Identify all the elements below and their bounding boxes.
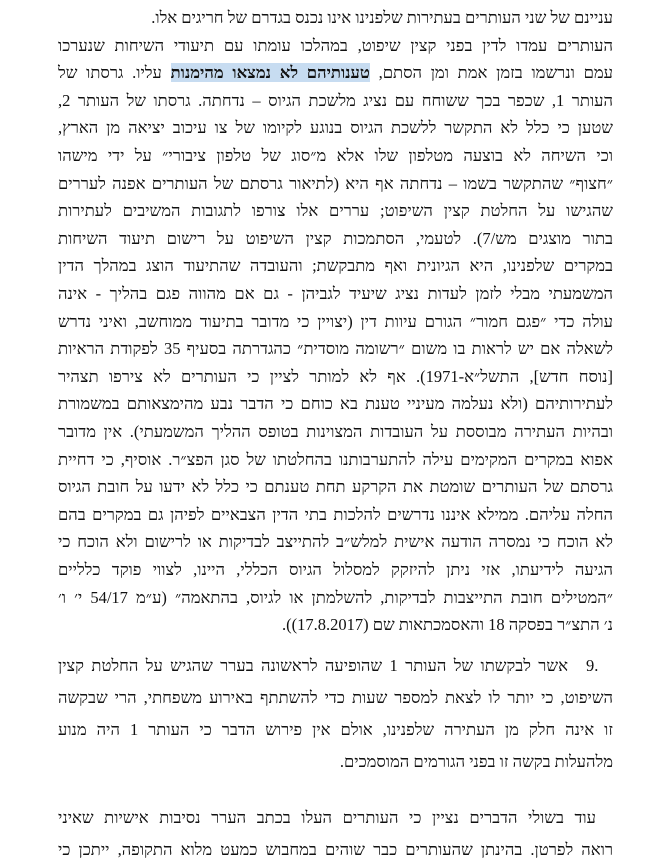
text-line: החלה עליהם. ממילא איננו נדרשים להלכות בתי הדין הצבאיים לפיהן גם במקרים בהם: [58, 505, 613, 524]
text-line: ״המטילים חובת התייצבות לבדיקות, להשלמתן או לגיוס, בהתאמה״ (ע״מ 54/17 י׳ ו׳: [58, 588, 613, 607]
text-segment: עליו. גרסתו של: [58, 63, 171, 82]
text-line: ובהיות העתירה מבוססת על העובדות המצוינות בטופס ההליך המשמעתי). אין מדובר: [58, 422, 613, 441]
text-line: אשר לבקשתו של העותר 1 שהופיעה לראשונה בערר שהגיש על החלטת קצין: [58, 656, 568, 675]
text-line: ״חצוף״ שהתקשר בשמו – נדחתה אף היא (לתיאור גרסתם של העותרים אפנה לעררים: [58, 174, 613, 193]
text-line: לא הוכח כי נמסרה הודעה אישית למלש״ב להתייצב לבדיקות או לרישום ולא הוכח כי: [58, 532, 613, 551]
text-line: המשמעתי מבלי לזמן לעדות נציג שיעיד לגביהן - גם אם מהווה פגם בהליך - אינה: [58, 284, 613, 303]
text-line: עניינם של שני העותרים בעתירות שלפנינו אינו נכנס בגדרם של חריגים אלו.: [151, 8, 613, 27]
text-line: בתור מוצגים מש/7). לטעמי, הסתמכות קצין השיפוט על רישום תיעוד השיחות: [58, 229, 613, 248]
text-line: אפוא במקרים המקימים עילה להתערבותנו בהחלטתו של סגן הפצ״ר. אוסיף, כי דחיית: [58, 450, 613, 469]
text-line: נ׳ התצ״ר בפסקה 18 והאסמכתאות שם (17.8.2017)).: [281, 615, 613, 634]
text-line: לשאלה אם יש לראות בו משום ״רשומה מוסדית״ כהגדרתה בסעיף 35 לפקודת הראיות: [58, 339, 613, 358]
selected-text-highlight[interactable]: טענותיהם לא נמצאו מהימנות: [170, 63, 370, 82]
text-line: השיפוט, כי יותר לו לצאת למספר שעות כדי להשתתף באירוע משפחתי, הרי שבקשה: [58, 688, 613, 707]
paragraph-number: 9.: [586, 656, 599, 675]
text-line: לעתירותיהם (ולא נעלמה מעיניי טענת בא כוחם כי הדבר נבע מהימצאותם במשמורת: [58, 394, 613, 413]
text-line: העותר 1, שכפר בכך ששוחח עם נציג מלשכת הגיוס – נדחתה. גרסתו של העותר 2,: [58, 91, 614, 110]
text-line: שהגישו על החלטת קצין השיפוט; עררים אלו צורפו לתגובות המשיבים לעתירות: [58, 201, 613, 220]
text-line: עולה כדי ״פגם חמור״ הגורם עיוות דין (יצויין כי מדובר בתיעוד ממוחשב, ואיני נדרש: [58, 312, 613, 331]
text-line: וכי השיחה לא בוצעה מטלפון שלו אלא מ״סוג של טלפון ציבורי״ על ידי מישהו: [58, 146, 613, 165]
text-segment: עמם ונרשמו בזמן אמת ומן הסתם,: [369, 63, 613, 82]
text-line: עוד בשולי הדברים נציין כי העותרים העלו בכתב הערר נסיבות אישיות שאיני: [58, 808, 596, 827]
text-line: במקרים שלפנינו, היא הגיונית ואף מתבקשת; והעובדה שהתיעוד הוצג במהלך הדין: [58, 256, 613, 275]
text-line: הגיעה לידיעתו, אזי ניתן להיזקק למסלול הגיוס הכללי, היינו, לצווי פוקד כלליים: [58, 560, 613, 579]
text-line: [נוסח חדש], התשל״א-1971). אף לא למותר לציין כי העותרים לא צירפו תצהיר: [58, 367, 613, 386]
text-line-with-highlight: [58, 61, 613, 85]
text-line: שטען כי כלל לא התקשר ללשכת הגיוס בנוגע לקיומו של צו עיכוב יציאה מן הארץ,: [58, 118, 613, 137]
text-line: זו אינה חלק מן העתירה שלפנינו, אולם אין פירוש הדבר כי העותר 1 היה מנוע: [58, 720, 613, 739]
text-line: גרסתם של העותרים שומטת את הקרקע תחת טענתם כי כלל לא ידעו על חובת הגיוס: [58, 477, 613, 496]
text-line: העותרים עמדו לדין בפני קצין שיפוט, במהלכו עומתו עם תיעודי השיחות שנערכו: [58, 36, 613, 55]
text-line: מלהעלות בקשה זו בפני הגורמים המוסמכים.: [339, 752, 613, 771]
text-line: רואה לפרטן. בהינתן שהעותרים כבר שוהים במחבוש כמעט מלוא התקופה, ייתכן כי: [58, 840, 613, 859]
